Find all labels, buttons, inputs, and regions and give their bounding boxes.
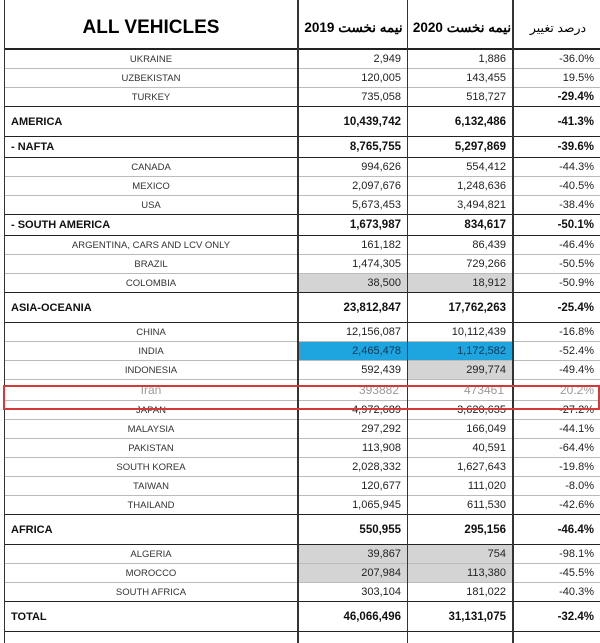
- column-divider: [512, 0, 514, 643]
- value-2020: 473461: [463, 383, 504, 397]
- change-value: -50.1%: [557, 219, 594, 231]
- change-value: -44.1%: [559, 423, 594, 435]
- change-value: -40.3%: [559, 586, 594, 598]
- value-2019: 1,065,945: [352, 499, 401, 511]
- value-2020: 518,727: [466, 91, 506, 103]
- row-label: BRAZIL: [134, 259, 168, 270]
- value-2019: 297,292: [361, 423, 401, 435]
- row-label: SOUTH AFRICA: [115, 587, 187, 598]
- value-2020: 86,439: [472, 239, 506, 251]
- iran-highlight-box: [3, 385, 600, 410]
- value-2019: 2,949: [373, 53, 401, 65]
- change-value: -19.8%: [559, 461, 594, 473]
- value-2020: 3,620,635: [457, 404, 506, 416]
- value-2019: 4,972,689: [352, 404, 401, 416]
- row-label: TAIWAN: [133, 481, 169, 492]
- header-change: درصد تغییر: [529, 21, 587, 35]
- change-value: -49.4%: [559, 364, 594, 376]
- value-2019: 10,439,742: [343, 116, 401, 128]
- value-2020: 6,132,486: [454, 116, 506, 128]
- value-2020: 181,022: [466, 586, 506, 598]
- value-2020: 1,172,582: [408, 342, 512, 361]
- value-2019: 38,500: [299, 274, 407, 293]
- value-2019: 39,867: [299, 545, 407, 564]
- row-label: ARGENTINA, CARS AND LCV ONLY: [71, 240, 231, 251]
- row-label: ALGERIA: [130, 549, 172, 560]
- value-2020: 554,412: [466, 161, 506, 173]
- change-value: -36.0%: [559, 53, 594, 65]
- row-label: JAPAN: [136, 405, 166, 416]
- value-2020: 10,112,439: [451, 326, 506, 338]
- value-2019: 120,005: [361, 72, 401, 84]
- row-label: USA: [141, 200, 161, 211]
- row-label: - NAFTA: [11, 141, 55, 153]
- row-label: ASIA-OCEANIA: [11, 302, 92, 314]
- row-label: - SOUTH AMERICA: [11, 219, 111, 231]
- value-2020: 1,886: [478, 53, 506, 65]
- change-value: -29.4%: [557, 91, 594, 103]
- value-2019: 1,673,987: [349, 219, 401, 231]
- change-value: -32.4%: [557, 611, 594, 623]
- value-2020: 754: [408, 545, 512, 564]
- change-value: -8.0%: [565, 480, 594, 492]
- value-2020: 143,455: [466, 72, 506, 84]
- change-value: -16.8%: [559, 326, 594, 338]
- row-label: AFRICA: [11, 524, 53, 536]
- value-2019: 12,156,087: [345, 326, 401, 338]
- row-label: CHINA: [136, 327, 166, 338]
- row-label: Iran: [140, 383, 162, 397]
- value-2020: 295,156: [464, 524, 506, 536]
- value-2020: 3,494,821: [457, 199, 506, 211]
- row-label: COLOMBIA: [125, 278, 177, 289]
- value-2019: 23,812,847: [343, 302, 401, 314]
- change-value: -40.5%: [559, 180, 594, 192]
- row-label: SOUTH KOREA: [116, 462, 186, 473]
- row-label: UZBEKISTAN: [121, 73, 181, 84]
- change-value: -39.6%: [557, 141, 594, 153]
- value-2020: 1,248,636: [457, 180, 506, 192]
- change-value: -52.4%: [559, 345, 594, 357]
- value-2020: 113,380: [408, 564, 512, 583]
- value-2020: 1,627,643: [457, 461, 506, 473]
- change-value: -98.1%: [559, 548, 594, 560]
- value-2019: 2,465,478: [299, 342, 407, 361]
- header-2019: نیمه نخست 2019: [304, 20, 403, 35]
- value-2020: 31,131,075: [448, 611, 506, 623]
- value-2020: 166,049: [466, 423, 506, 435]
- row-label: UKRAINE: [129, 54, 173, 65]
- row-label: MOROCCO: [125, 568, 177, 579]
- value-2019: 1,474,305: [352, 258, 401, 270]
- value-2020: 834,617: [464, 219, 506, 231]
- row-label: CANADA: [131, 162, 171, 173]
- change-value: -64.4%: [559, 442, 594, 454]
- row-label: THAILAND: [127, 500, 175, 511]
- value-2020: 111,020: [467, 480, 506, 492]
- value-2020: 40,591: [472, 442, 506, 454]
- change-value: -25.4%: [557, 302, 594, 314]
- change-value: -42.6%: [559, 499, 594, 511]
- value-2019: 113,908: [362, 442, 401, 454]
- column-divider: [407, 0, 408, 643]
- value-2019: 2,028,332: [352, 461, 401, 473]
- value-2019: 735,058: [361, 91, 401, 103]
- value-2020: 611,530: [467, 499, 506, 511]
- row-label: MEXICO: [132, 181, 170, 192]
- row-label: TOTAL: [11, 611, 47, 623]
- value-2019: 5,673,453: [352, 199, 401, 211]
- value-2020: 5,297,869: [454, 141, 506, 153]
- row-label: MALAYSIA: [127, 424, 175, 435]
- value-2019: 393882: [358, 383, 399, 397]
- change-value: -50.5%: [559, 258, 594, 270]
- change-value: -41.3%: [557, 116, 594, 128]
- table-title: ALL VEHICLES: [82, 17, 220, 38]
- value-2019: 8,765,755: [349, 141, 401, 153]
- change-value: -38.4%: [559, 199, 594, 211]
- value-2020: 299,774: [408, 361, 512, 380]
- row-label: PAKISTAN: [128, 443, 174, 454]
- change-value: 20.2%: [559, 383, 594, 397]
- row-label: TURKEY: [131, 92, 171, 103]
- value-2019: 994,626: [361, 161, 401, 173]
- value-2019: 161,182: [361, 239, 401, 251]
- column-divider: [297, 0, 299, 643]
- value-2019: 2,097,676: [352, 180, 401, 192]
- change-value: -27.2%: [559, 404, 594, 416]
- value-2020: 17,762,263: [448, 302, 506, 314]
- row-label: INDIA: [138, 346, 164, 357]
- value-2019: 592,439: [361, 364, 401, 376]
- row-label: AMERICA: [11, 116, 63, 128]
- change-value: 19.5%: [562, 72, 594, 84]
- row-divider: [4, 631, 600, 632]
- change-value: -50.9%: [559, 277, 594, 289]
- value-2019: 550,955: [359, 524, 401, 536]
- value-2019: 303,104: [361, 586, 401, 598]
- change-value: -45.5%: [559, 567, 594, 579]
- change-value: -44.3%: [559, 161, 594, 173]
- header-2020: نیمه نخست 2020: [412, 20, 512, 35]
- value-2020: 18,912: [408, 274, 512, 293]
- value-2019: 207,984: [299, 564, 407, 583]
- value-2019: 46,066,496: [343, 611, 401, 623]
- row-label: INDONESIA: [124, 365, 178, 376]
- change-value: -46.4%: [557, 524, 594, 536]
- change-value: -46.4%: [559, 239, 594, 251]
- value-2020: 729,266: [466, 258, 506, 270]
- value-2019: 120,677: [361, 480, 401, 492]
- column-divider: [4, 0, 5, 643]
